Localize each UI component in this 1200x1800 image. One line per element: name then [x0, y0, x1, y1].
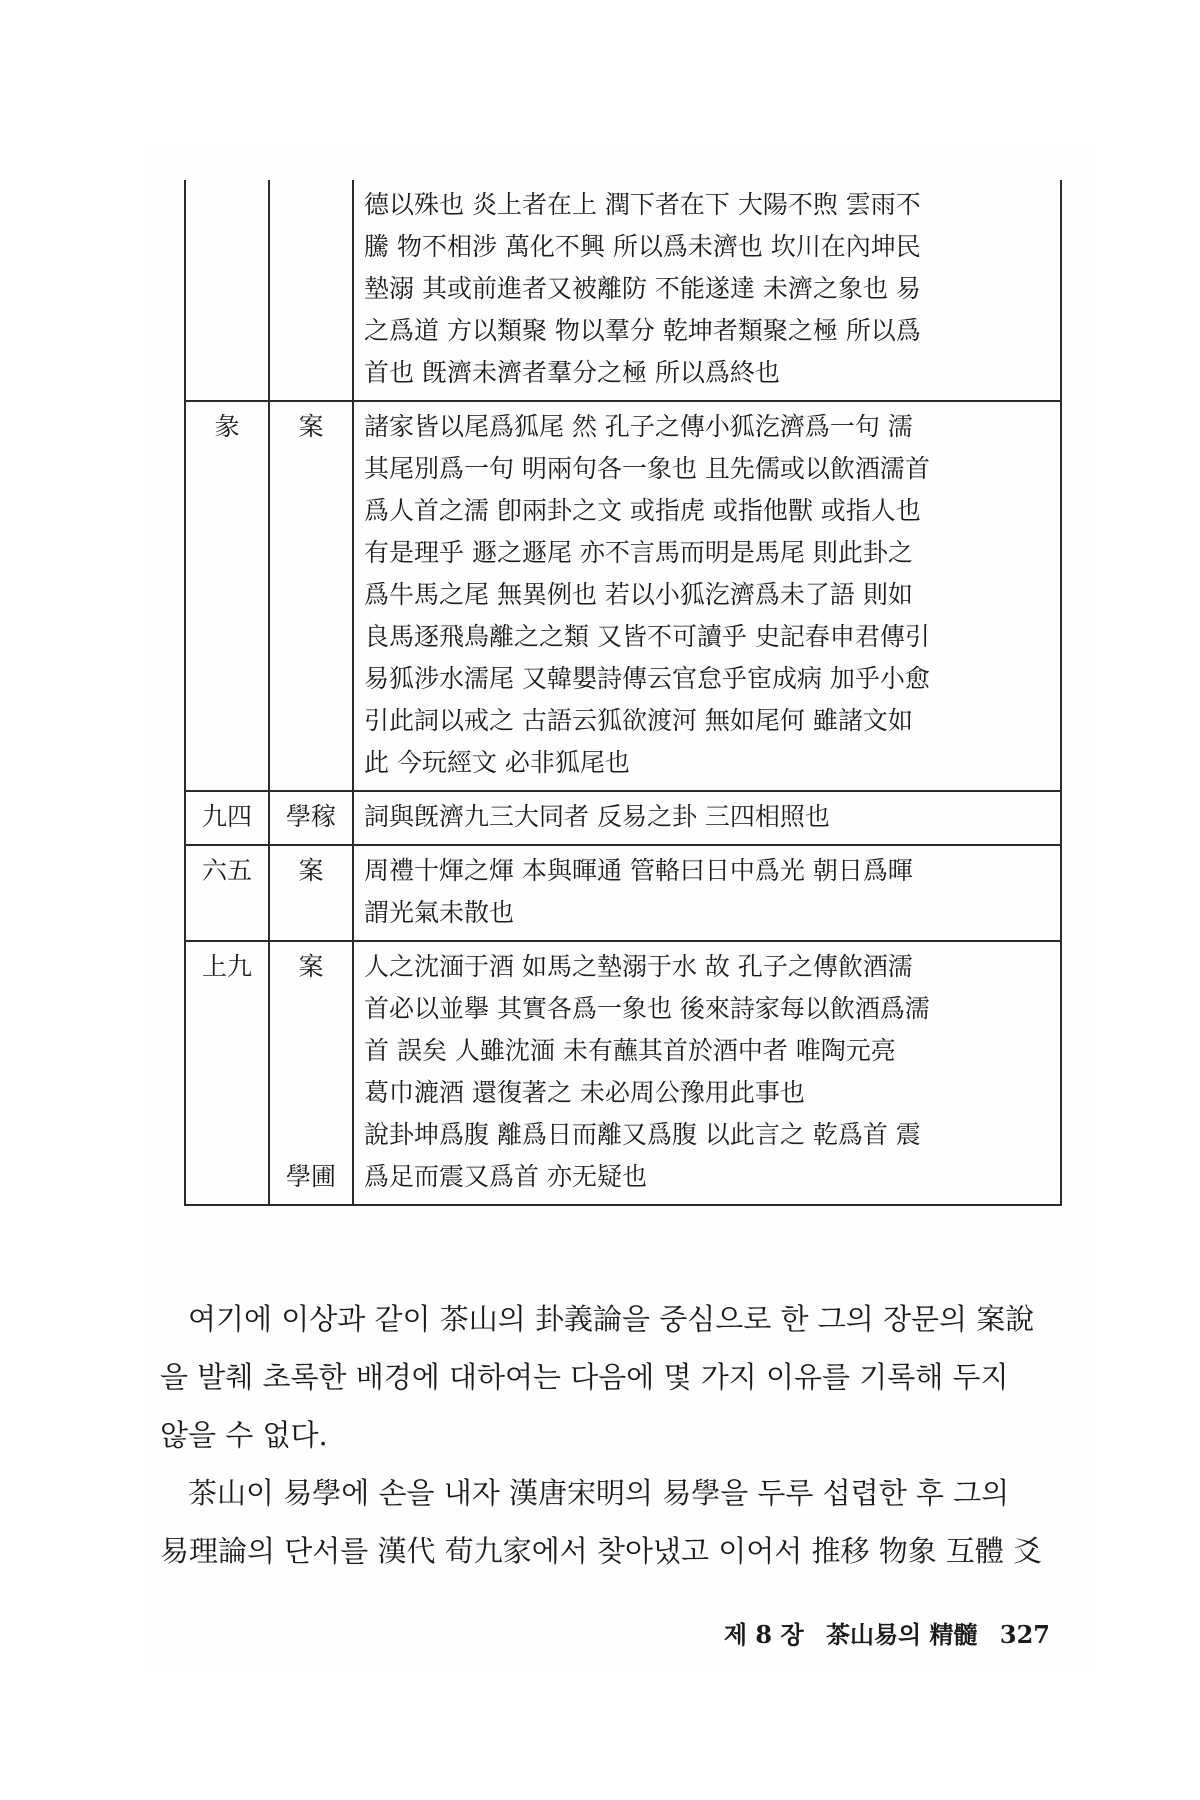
page-number: 327 [999, 1620, 1050, 1649]
text-line: 諸家皆以尾爲狐尾 然 孔子之傳小狐汔濟爲一句 濡 [364, 412, 913, 441]
page-footer [710, 1615, 1050, 1650]
text-line: 謂光氣未散也 [364, 898, 515, 927]
paragraph-line: 않을 수 없다. [160, 1418, 328, 1452]
text-line: 墊溺 其或前進者又被離防 不能遂達 未濟之象也 易 [364, 274, 921, 303]
hexagram-cell: 彖 [185, 401, 269, 791]
text-line: 之爲道 方以類聚 物以羣分 乾坤者類聚之極 所以爲 [364, 316, 921, 345]
table-row [185, 941, 1061, 1205]
text-line: 人之沈湎于酒 如馬之墊溺于水 故 孔子之傳飮酒濡 [364, 952, 913, 981]
commentary-cell [353, 791, 1061, 845]
text-line: 說卦坤爲腹 離爲日而離又爲腹 以此言之 乾爲首 震 [364, 1120, 921, 1149]
text-line: 周禮十煇之煇 本與暉通 管輅曰日中爲光 朝日爲暉 [364, 856, 913, 885]
commentary-cell [353, 401, 1061, 791]
source-cell: 學稼 [269, 791, 353, 845]
table-row [185, 401, 1061, 791]
table-row [185, 791, 1061, 845]
source-label: 學圃 [285, 1162, 336, 1191]
text-line: 首 誤矣 人雖沈湎 未有蘸其首於酒中者 唯陶元亮 [364, 1036, 896, 1065]
source-cell [269, 180, 353, 401]
source-cell: 案 [269, 401, 353, 791]
chapter-title: 茶山易의 精髓 [825, 1620, 978, 1649]
paragraph-line: 을 발췌 초록한 배경에 대하여는 다음에 몇 가지 이유를 기록해 두지 [160, 1360, 1009, 1394]
text-line: 德以殊也 炎上者在上 潤下者在下 大陽不煦 雲雨不 [364, 190, 921, 219]
body-text [160, 1290, 1060, 1580]
text-line: 首必以並擧 其實各爲一象也 後來詩家每以飮酒爲濡 [364, 994, 930, 1023]
table-row [185, 180, 1061, 401]
paragraph-line: 茶山이 易學에 손을 내자 漢唐宋明의 易學을 두루 섭렵한 후 그의 [188, 1476, 1010, 1510]
text-line: 其尾別爲一句 明兩句各一象也 且先儒或以飮酒濡首 [364, 454, 930, 483]
source-cell [269, 941, 353, 1205]
paragraph [160, 1290, 1060, 1464]
paragraph-line: 易理論의 단서를 漢代 荀九家에서 찾아냈고 이어서 推移 物象 互體 爻 [160, 1534, 1043, 1568]
text-line: 首也 旣濟未濟者羣分之極 所以爲終也 [364, 358, 780, 387]
source-cell: 案 [269, 845, 353, 941]
commentary-cell [353, 941, 1061, 1205]
text-line: 爲足而震又爲首 亦无疑也 [364, 1162, 647, 1191]
hexagram-cell: 六五 [185, 845, 269, 941]
commentary-cell [353, 180, 1061, 401]
text-line: 爲人首之濡 卽兩卦之文 或指虎 或指他獸 或指人也 [364, 496, 921, 525]
text-line: 詞與旣濟九三大同者 反易之卦 三四相照也 [364, 802, 830, 831]
hexagram-cell [185, 180, 269, 401]
table-row [185, 845, 1061, 941]
text-line: 有是理乎 遯之遯尾 亦不言馬而明是馬尾 則此卦之 [364, 538, 913, 567]
text-line: 引此詞以戒之 古語云狐欲渡河 無如尾何 雖諸文如 [364, 706, 913, 735]
text-line: 良馬逐飛鳥離之之類 又皆不可讀乎 史記春申君傳引 [364, 622, 930, 651]
hexagram-cell: 上九 [185, 941, 269, 1205]
commentary-table [184, 180, 1062, 1206]
commentary-cell [353, 845, 1061, 941]
text-line: 葛巾漉酒 還復著之 未必周公豫用此事也 [364, 1078, 805, 1107]
text-line: 騰 物不相涉 萬化不興 所以爲未濟也 坎川在內坤民 [364, 232, 921, 261]
paragraph-line: 여기에 이상과 같이 茶山의 卦義論을 중심으로 한 그의 장문의 案說 [188, 1302, 1035, 1336]
paragraph [160, 1464, 1060, 1580]
text-line: 爲牛馬之尾 無異例也 若以小狐汔濟爲未了語 則如 [364, 580, 913, 609]
chapter-label: 제 8 장 [723, 1620, 804, 1649]
text-line: 易狐涉水濡尾 又韓嬰詩傳云官怠乎宦成病 加乎小愈 [364, 664, 930, 693]
source-label: 案 [298, 952, 324, 981]
hexagram-cell: 九四 [185, 791, 269, 845]
text-line: 此 今玩經文 必非狐尾也 [364, 748, 630, 777]
